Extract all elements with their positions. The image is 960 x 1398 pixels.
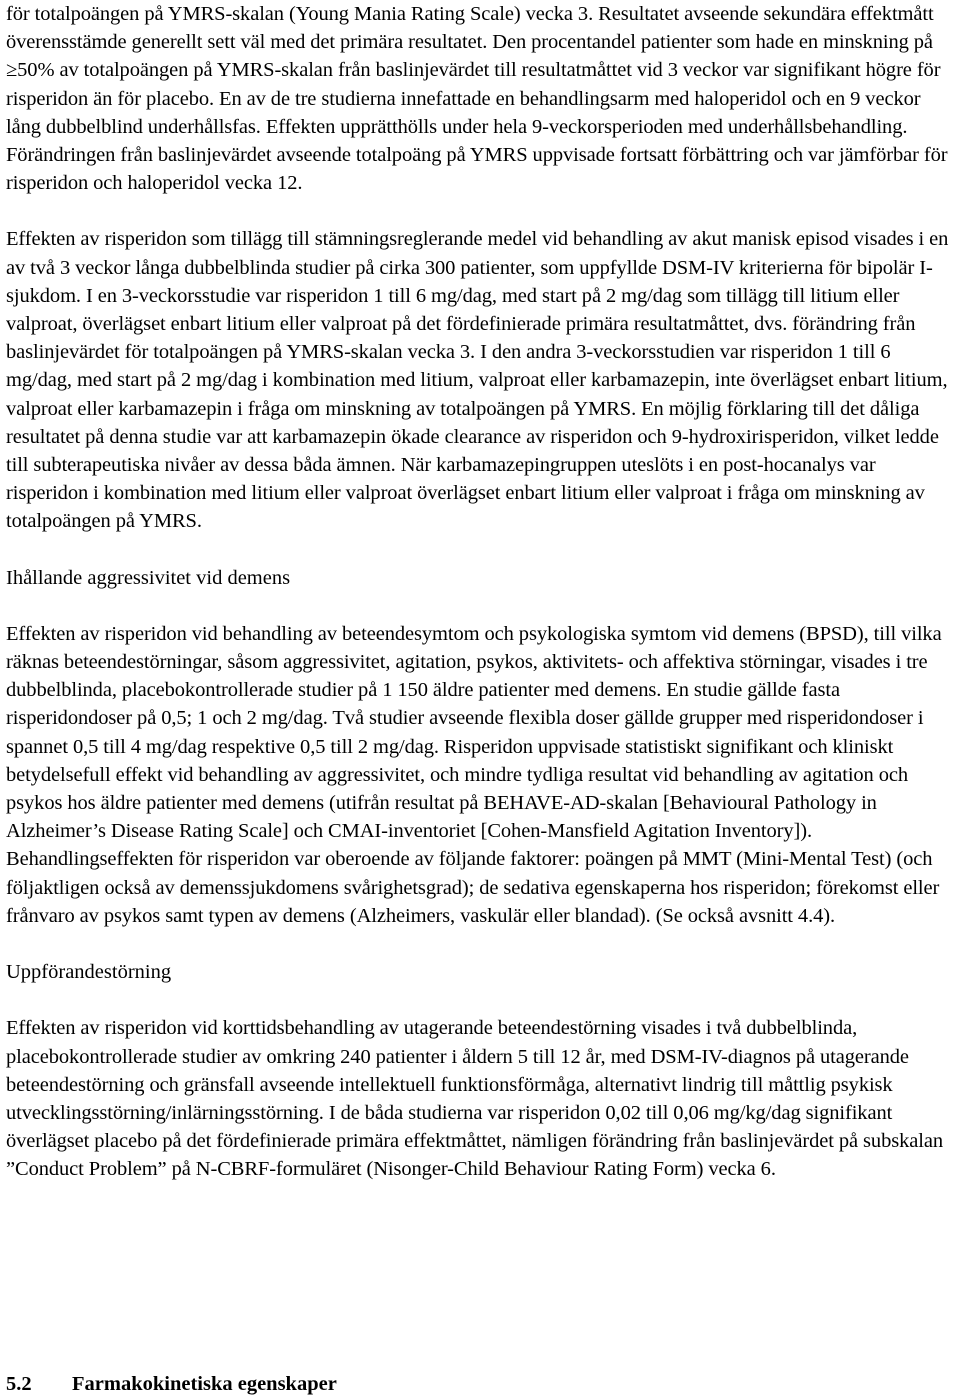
paragraph-gap [6,986,956,1014]
section-title: Farmakokinetiska egenskaper [72,1373,337,1395]
paragraph-conduct-disorder: Effekten av risperidon vid korttidsbehandling av utagerande beteendestörning visades i två dubbelblinda, placebokontrollerade studier av omkring 240 patienter i åldern 5 till 12 år, med DSM-IV-diagnos på utagerande beteendestörning och gränsfall avseende intellektuell funktionsförmåga, alternativt lindrig till måttlig psykisk utvecklingsstörning/inlärningsstörning. I de båda studierna var risperidon 0,02 till 0,06 mg/kg/dag signifikant överlägset placebo på det fördefinierade primära effektmåttet, nämligen förändring från baslinjevärdet på subskalan ”Conduct Problem” på N-CBRF-formuläret (Nisonger-Child Behaviour Rating Form) vecka 6. [6,1017,943,1181]
paragraph-bipolar-monotherapy: för totalpoängen på YMRS-skalan (Young Mania Rating Scale) vecka 3. Resultatet avseende sekundära effektmått överensstämde generellt sett väl med det primära resultatet. Den procentandel patienter som hade en minskning på ≥50% av totalpoängen på YMRS-skalan från baslinjevärdet till resultatmåttet vid 3 veckor var signifikant högre för risperidon än för placebo. En av de tre studierna innefattade en behandlingsarm med haloperidol och en 9 veckor lång dubbelblind underhållsfas. Effekten upprätthölls under hela 9-veckorsperioden med underhållsbehandling. Förändringen från baslinjevärdet avseende totalpoäng på YMRS uppvisade fortsatt förbättring och var jämförbar för risperidon och haloperidol vecka 12. [6,3,948,195]
paragraph-gap [6,592,956,620]
paragraph-gap [6,197,956,225]
heading-dementia-aggression: Ihållande aggressivitet vid demens [6,566,291,589]
paragraph-gap [6,930,956,958]
paragraph-dementia: Effekten av risperidon vid behandling av beteendesymtom och psykologiska symtom vid demens (BPSD), till vilka räknas beteendestörningar, såsom aggressivitet, agitation, psykos, aktivitets- och affektiva störningar, visades i tre dubbelblinda, placebokontrollerade studier på 1 150 äldre patienter med demens. En studie gällde fasta risperidondoser på 0,5; 1 och 2 mg/dag. Två studier avseende flexibla doser gällde grupper med risperidondoser i spannet 0,5 till 4 mg/dag respektive 0,5 till 2 mg/dag. Risperidon uppvisade statistiskt signifikant och kliniskt betydelsefull effekt vid behandling av aggressivitet, och mindre tydliga resultat vid behandling av agitation och psykos hos äldre patienter med demens (utifrån resultat på BEHAVE-AD-skalan [Behavioural Pathology in Alzheimer’s Disease Rating Scale] och CMAI-inventoriet [Cohen-Mansfield Agitation Inventory]). Behandlingseffekten för risperidon var oberoende av följande faktorer: poängen på MMT (Mini-Mental Test) (och följaktligen också av demenssjukdomens svårighetsgrad); de sedativa egenskaperna hos risperidon; förekomst eller frånvaro av psykos samt typen av demens (Alzheimers, vaskulär eller blandad). (Se också avsnitt 4.4). [6,622,942,927]
paragraph-gap [6,536,956,564]
heading-conduct-disorder: Uppförandestörning [6,961,172,984]
section-number: 5.2 [6,1373,32,1395]
paragraph-bipolar-adjunct: Effekten av risperidon som tillägg till stämningsreglerande medel vid behandling av akut manisk episod visades i en av två 3 veckor långa dubbelblinda studier på cirka 300 patienter, som uppfyllde DSM-IV kriterierna för bipolär I-sjukdom. I en 3-veckorsstudie var risperidon 1 till 6 mg/dag, med start på 2 mg/dag som tillägg till litium eller valproat, överlägset enbart litium eller valproat på det fördefinierade primära resultatmåttet, dvs. förändring från baslinjevärdet för totalpoängen på YMRS-skalan vecka 3. I den andra 3-veckorsstudien var risperidon 1 till 6 mg/dag, med start på 2 mg/dag i kombination med litium, valproat eller karbamazepin, inte överlägset enbart litium, valproat eller karbamazepin i fråga om minskning av totalpoängen på YMRS. En möjlig förklaring till det dåliga resultatet på denna studie var att karbamazepin ökade clearance av risperidon och 9-hydroxirisperidon, vilket ledde till subterapeutiska nivåer av dessa båda ämnen. När karbamazepingruppen uteslöts i en post-hocanalys var risperidon i kombination med litium eller valproat överlägset enbart litium eller valproat i fråga om minskning av totalpoängen på YMRS. [6,228,949,533]
section-heading-pharmacokinetics [6,1370,337,1398]
